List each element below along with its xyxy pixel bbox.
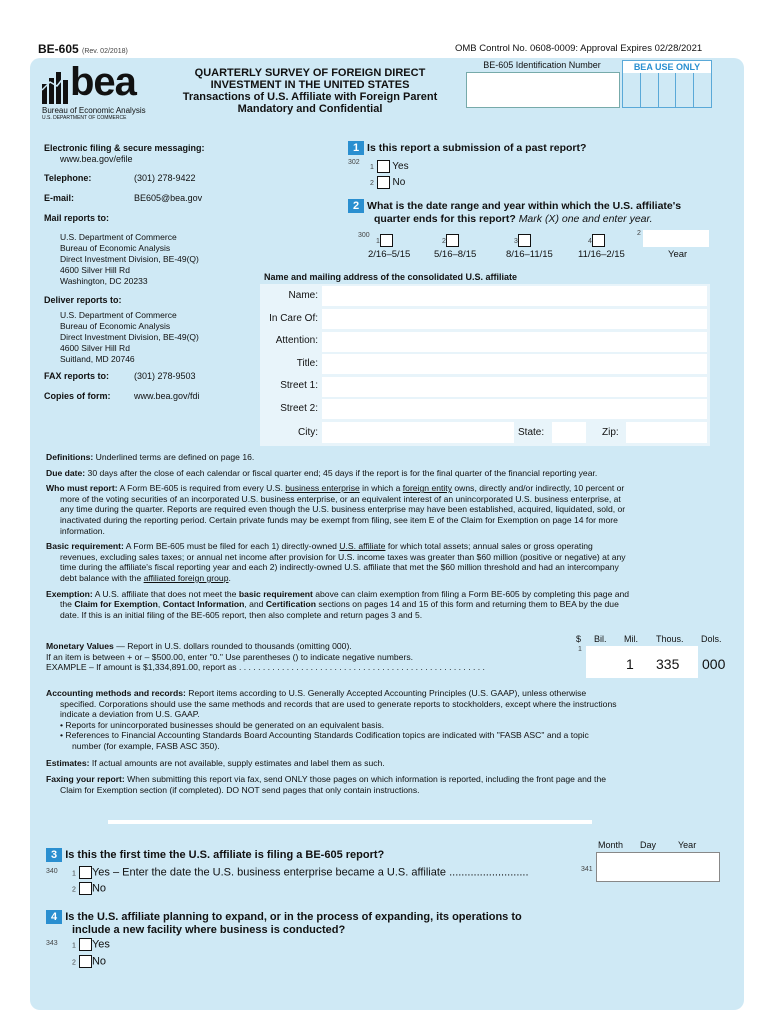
state-input[interactable]: [552, 422, 586, 443]
bea-logo: bea Bureau of Economic Analysis U.S. DEPARTMENT OF COMMERCE: [42, 60, 146, 121]
city-input[interactable]: [322, 422, 514, 443]
question-1: 1 Is this report a submission of a past report?: [348, 141, 586, 155]
q2-options: 1 2/16–5/15 2 5/16–8/15 3 8/16–11/15 4 11/16–2/15: [368, 230, 648, 262]
q2-option-4[interactable]: 4: [588, 234, 605, 247]
accounting-methods: Accounting methods and records: Report items according to U.S. Generally Accepted Accounting Principles (U.S. GAAP), unless otherwise specified. Corporations should use the same methods and records that are used to generate reports to stockholders, except where the instructions indicate a deviation from U.S. GAAP. • Reports for unincorporated businesses should be generated on an equivalent basis. • References to Financial Accounting Standards Board Accounting Standards Codification topics are indicated with "FASB ASC" and a topic number (for example, FASB ASC 350). Estimates: If actual amounts are not available, supply estimates and label them as such. Faxing your report: When submitting this report via fax, send ONLY those pages on which information is reported, including the front page and the Claim for Exemption section (if completed). DO NOT send pages that only contain instructions.: [46, 688, 617, 795]
attention-input[interactable]: [322, 332, 707, 352]
question-4: 4 Is the U.S. affiliate planning to expand, or in the process of expanding, its operations to include a new facility where business is conducted?: [46, 910, 522, 937]
address-block: Name: In Care Of: Attention: Title: Street 1: Street 2: City: State: Zip:: [260, 284, 710, 446]
form-title: QUARTERLY SURVEY OF FOREIGN DIRECT INVESTMENT IN THE UNITED STATES Transactions of U.S. Affiliate with Foreign Parent Mandatory and Confidential: [182, 67, 438, 115]
q4-yes-checkbox[interactable]: [79, 938, 92, 951]
street1-input[interactable]: [322, 377, 707, 397]
contact-info: Electronic filing & secure messaging: www.bea.gov/efile Telephone: (301) 278-9422 E-mail: BE605@bea.gov Mail reports to: U.S. Department of Commerce Bureau of Economic Analysis Direct Investment Division, BE-49(Q) 4600 Silver Hill Rd Washington, DC 20233 Deliver reports to: U.S. Department of Commerce Bureau of Economic Analysis Direct Investment Division, BE-49(Q) 4600 Silver Hill Rd Suitland, MD 20746 FAX reports to: (301) 278-9503 Copies of form: www.bea.gov/fdi: [44, 143, 264, 407]
q2-year-input[interactable]: [643, 230, 709, 247]
q1-no-option[interactable]: 2 No: [370, 177, 406, 189]
monetary-values: Monetary Values — Report in U.S. dollars rounded to thousands (omitting 000). If an item is between + or – $500.00, enter "0." Use parentheses () to indicate negative numbers. EXAMPLE – If amount is $1,334,891.00, report as . . . . . . . . . . . . . . . . . . . . . . . . . . . . . . . . . . . . . . . . . . . . . . . . . . . .: [46, 641, 485, 673]
q1-no-checkbox[interactable]: [377, 176, 390, 189]
q4-no-checkbox[interactable]: [79, 955, 92, 968]
bea-logo-mark-icon: [42, 70, 70, 104]
address-heading: Name and mailing address of the consolidated U.S. affiliate: [264, 272, 518, 282]
q4-no-option[interactable]: 2 No: [72, 955, 107, 968]
question-3: 3 Is this the first time the U.S. affiliate is filing a BE-605 report?: [46, 848, 384, 862]
id-number-input[interactable]: [466, 72, 620, 108]
omb-control: OMB Control No. 0608-0009: Approval Expires 02/28/2021: [455, 43, 703, 54]
question-2: 2 What is the date range and year within which the U.S. affiliate's quarter ends for this report? Mark (X) one and enter year.: [348, 199, 718, 226]
q3-yes-option[interactable]: 1 Yes – Enter the date the U.S. business enterprise became a U.S. affiliate ..........................: [72, 866, 529, 879]
name-input[interactable]: [322, 286, 707, 306]
q2-option-2[interactable]: 2: [442, 234, 459, 247]
q4-yes-option[interactable]: 1 Yes: [72, 938, 110, 951]
q3-date-input[interactable]: [596, 852, 720, 882]
q3-yes-checkbox[interactable]: [79, 866, 92, 879]
q3-no-checkbox[interactable]: [79, 882, 92, 895]
bea-use-only-box: BEA USE ONLY: [622, 60, 712, 108]
q1-yes-checkbox[interactable]: [377, 160, 390, 173]
example-dols: 000: [702, 656, 726, 672]
title-input[interactable]: [322, 354, 707, 374]
form-rev: (Rev. 02/2018): [82, 48, 128, 55]
form-id: BE-605 (Rev. 02/2018): [38, 42, 128, 56]
section-divider: [108, 820, 592, 824]
street2-input[interactable]: [322, 399, 707, 419]
q3-no-option[interactable]: 2 No: [72, 882, 107, 895]
q2-option-1[interactable]: 1: [376, 234, 393, 247]
q1-yes-option[interactable]: 1 Yes: [370, 161, 409, 173]
q2-option-3[interactable]: 3: [514, 234, 531, 247]
id-number-label: BE-605 Identification Number: [483, 60, 601, 70]
zip-input[interactable]: [626, 422, 707, 443]
example-amount-box: 1 335: [586, 646, 698, 678]
care-of-input[interactable]: [322, 309, 707, 329]
efile-link: www.bea.gov/efile: [60, 154, 133, 164]
instructions: Definitions: Underlined terms are defined on page 16. Due date: 30 days after the close of each calendar or fiscal quarter end; 45 days if the report is for the final quarter of the financial reporting year. Who must report: A Form BE-605 is required from every U.S. business enterprise in which a foreign entity owns, directly and/or indirectly, 10 percent or more of the voting securities of an incorporated U.S. business enterprise, or an equivalent interest of an unincorporated U.S. business enterprise, at any time during the quarter. Reports are required even though the U.S. business enterprise may have been established, acquired, liquidated, sold, or inactivated during the reporting period. Certain private funds may be exempt from filing, see item E of the Claim for Exemption on page 14 for more information. Basic requirement: A Form BE-605 must be filed for each 1) directly-owned U.S. affiliate for which total assets; annual sales or gross operating revenues, excluding sales taxes; or annual net income after provision for U.S. income taxes was greater than $60 million (positive or negative) at any time during the affiliate's fiscal reporting year and each 2) indirectly-owned U.S. affiliate that met the $60 million threshold and had an intercompany debt balance with the affiliated foreign group. Exemption: A U.S. affiliate that does not meet the basic requirement above can claim exemption from filing a Form BE-605 by completing this page and the Claim for Exemption, Contact Information, and Certification sections on pages 14 and 15 of this form and returning them to BEA by the due date. If this is an initial filing of the BE-605 report, then also complete and return pages 3 and 5.: [46, 452, 630, 620]
